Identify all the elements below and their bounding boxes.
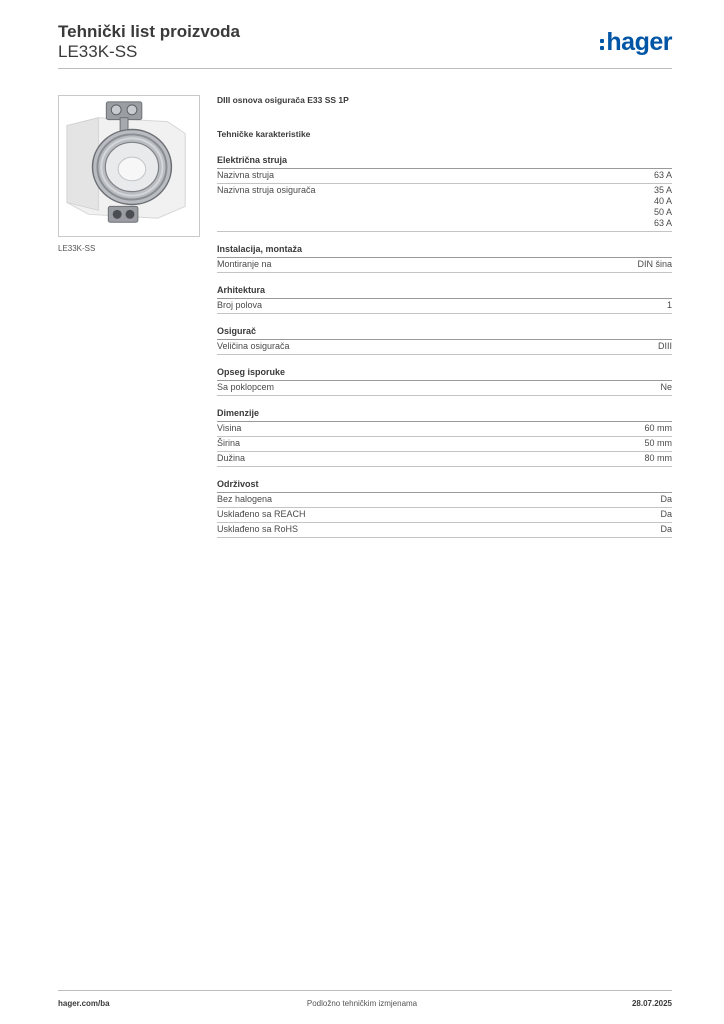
spec-value: 63 A bbox=[653, 218, 672, 228]
section-title: Održivost bbox=[217, 479, 672, 493]
spec-row bbox=[217, 437, 672, 452]
spec-value: Da bbox=[660, 494, 672, 504]
spec-label: Veličina osigurača bbox=[217, 341, 290, 351]
spec-label: Montiranje na bbox=[217, 259, 272, 269]
spec-value: 40 A bbox=[653, 196, 672, 206]
spec-row bbox=[217, 508, 672, 523]
specifications-panel bbox=[217, 95, 672, 538]
spec-label: Nazivna struja bbox=[217, 170, 275, 180]
spec-values bbox=[654, 185, 672, 229]
spec-row bbox=[217, 523, 672, 538]
spec-value: 35 A bbox=[653, 185, 672, 195]
spec-row bbox=[217, 422, 672, 437]
spec-values bbox=[660, 524, 672, 535]
spec-row bbox=[217, 169, 672, 184]
product-code: LE33K-SS bbox=[58, 42, 138, 61]
spec-values bbox=[667, 300, 672, 311]
spec-row bbox=[217, 452, 672, 467]
spec-value: 50 mm bbox=[644, 438, 672, 448]
spec-value: 80 mm bbox=[644, 453, 672, 463]
header-divider bbox=[58, 68, 672, 69]
spec-label: Širina bbox=[217, 438, 241, 448]
spec-value: 63 A bbox=[653, 170, 672, 180]
product-image bbox=[58, 95, 200, 237]
section-title: Opseg isporuke bbox=[217, 367, 672, 381]
spec-row bbox=[217, 493, 672, 508]
spec-label: Usklađeno sa REACH bbox=[217, 509, 306, 519]
spec-label: Broj polova bbox=[217, 300, 263, 310]
spec-values bbox=[644, 453, 672, 464]
spec-value: DIN šina bbox=[637, 259, 672, 269]
spec-row bbox=[217, 258, 672, 273]
section-title: Arhitektura bbox=[217, 285, 672, 299]
characteristics-heading: Tehničke karakteristike bbox=[217, 129, 311, 139]
document-header bbox=[58, 22, 240, 62]
spec-values bbox=[637, 259, 672, 270]
spec-value: Da bbox=[660, 524, 672, 534]
spec-label: Usklađeno sa RoHS bbox=[217, 524, 299, 534]
section-title: Osigurač bbox=[217, 326, 672, 340]
logo-dots-icon bbox=[600, 39, 604, 50]
spec-label: Visina bbox=[217, 423, 242, 433]
spec-value: 60 mm bbox=[644, 423, 672, 433]
hager-logo bbox=[600, 28, 672, 56]
spec-value: Ne bbox=[660, 382, 672, 392]
spec-label: Sa poklopcem bbox=[217, 382, 275, 392]
footer-divider bbox=[58, 990, 672, 991]
spec-row bbox=[217, 381, 672, 396]
spec-sections bbox=[217, 155, 672, 538]
spec-label: Nazivna struja osigurača bbox=[217, 185, 316, 195]
section-title: Dimenzije bbox=[217, 408, 672, 422]
spec-value: 50 A bbox=[653, 207, 672, 217]
document-title: Tehnički list proizvoda bbox=[58, 22, 240, 41]
spec-label: Bez halogena bbox=[217, 494, 273, 504]
footer-website: hager.com/ba bbox=[58, 999, 110, 1008]
footer-note: Podložno tehničkim izmjenama bbox=[306, 999, 418, 1008]
spec-label: Dužina bbox=[217, 453, 246, 463]
spec-values bbox=[654, 170, 672, 181]
spec-values bbox=[660, 494, 672, 505]
spec-values bbox=[660, 509, 672, 520]
spec-value: Da bbox=[660, 509, 672, 519]
spec-row bbox=[217, 340, 672, 355]
spec-row bbox=[217, 184, 672, 232]
spec-row bbox=[217, 299, 672, 314]
spec-value: 1 bbox=[666, 300, 672, 310]
spec-values bbox=[660, 382, 672, 393]
spec-values bbox=[658, 341, 672, 352]
image-caption: LE33K-SS bbox=[58, 244, 96, 253]
product-name: DIII osnova osigurača E33 SS 1P bbox=[217, 95, 349, 105]
footer-date: 28.07.2025 bbox=[631, 999, 672, 1008]
section-title: Instalacija, montaža bbox=[217, 244, 672, 258]
spec-values bbox=[644, 423, 672, 434]
fuse-base-illustration bbox=[59, 96, 199, 236]
logo-text: hager bbox=[606, 27, 672, 56]
spec-value: DIII bbox=[657, 341, 672, 351]
spec-values bbox=[644, 438, 672, 449]
section-title: Električna struja bbox=[217, 155, 672, 169]
